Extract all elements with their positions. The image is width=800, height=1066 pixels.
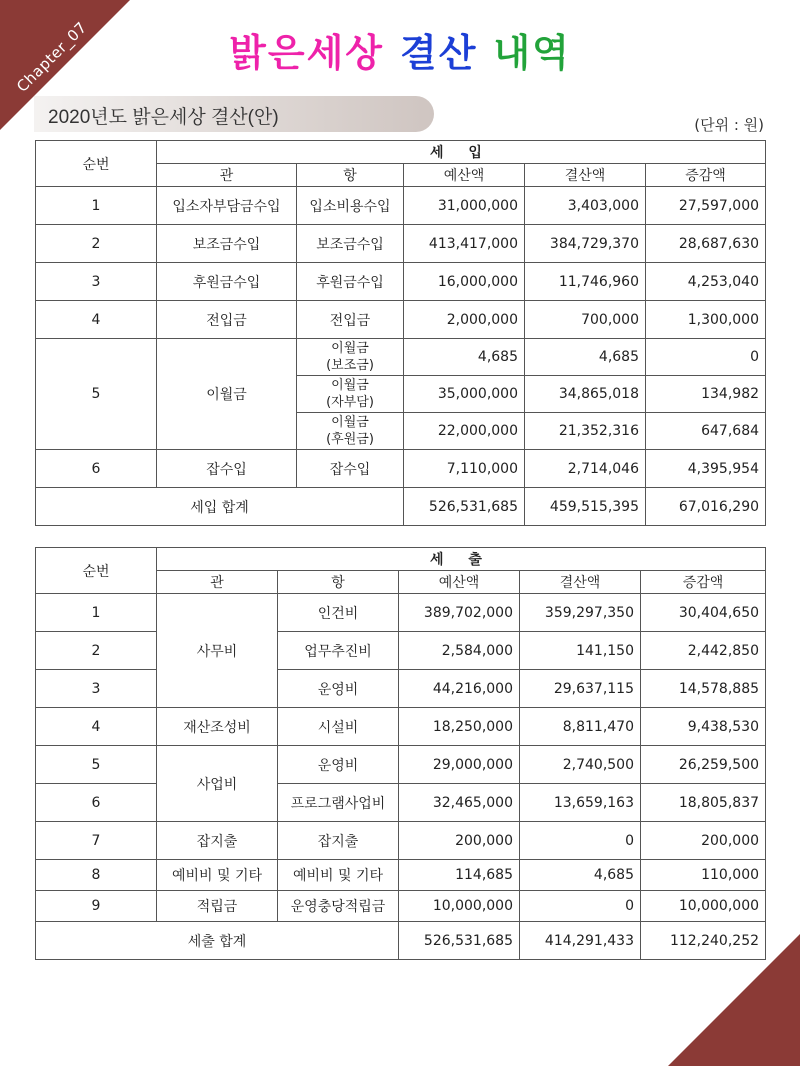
cell-hang-line2: (후원금) — [326, 432, 374, 447]
cell-settled: 8,811,470 — [520, 708, 641, 746]
cell-gwan: 이월금 — [157, 339, 297, 450]
cell-settled: 2,740,500 — [520, 746, 641, 784]
cell-hang: 잡수입 — [297, 450, 404, 488]
cell-hang: 후원금수입 — [297, 263, 404, 301]
cell-no: 4 — [36, 708, 157, 746]
header-budget: 예산액 — [404, 164, 525, 187]
table-row — [36, 187, 766, 225]
cell-budget: 32,465,000 — [399, 784, 520, 822]
cell-gwan: 입소자부담금수입 — [157, 187, 297, 225]
cell-budget: 200,000 — [399, 822, 520, 860]
cell-budget: 2,000,000 — [404, 301, 525, 339]
cell-diff: 9,438,530 — [641, 708, 766, 746]
cell-diff: 27,597,000 — [646, 187, 766, 225]
cell-budget: 7,110,000 — [404, 450, 525, 488]
cell-hang-line1: 이월금 — [331, 341, 369, 356]
cell-budget: 44,216,000 — [399, 670, 520, 708]
cell-hang-line2: (보조금) — [326, 358, 374, 373]
cell-hang-line1: 이월금 — [331, 415, 369, 430]
cell-hang: 입소비용수입 — [297, 187, 404, 225]
cell-gwan: 전입금 — [157, 301, 297, 339]
cell-settled: 2,714,046 — [525, 450, 646, 488]
cell-hang: 업무추진비 — [278, 632, 399, 670]
cell-no: 5 — [36, 746, 157, 784]
cell-diff: 110,000 — [641, 860, 766, 891]
cell-settled: 34,865,018 — [525, 376, 646, 413]
cell-hang: 예비비 및 기타 — [278, 860, 399, 891]
cell-settled: 0 — [520, 891, 641, 922]
cell-settled: 141,150 — [520, 632, 641, 670]
cell-no: 2 — [36, 632, 157, 670]
expense-table — [35, 547, 766, 960]
cell-no: 8 — [36, 860, 157, 891]
cell-no: 1 — [36, 594, 157, 632]
cell-gwan: 예비비 및 기타 — [157, 860, 278, 891]
cell-settled: 11,746,960 — [525, 263, 646, 301]
cell-budget: 389,702,000 — [399, 594, 520, 632]
cell-hang-line2: (자부담) — [326, 395, 374, 410]
cell-settled: 384,729,370 — [525, 225, 646, 263]
cell-diff: 134,982 — [646, 376, 766, 413]
cell-gwan: 사무비 — [157, 594, 278, 708]
cell-settled: 29,637,115 — [520, 670, 641, 708]
cell-no: 3 — [36, 670, 157, 708]
cell-no: 6 — [36, 450, 157, 488]
table-row — [36, 263, 766, 301]
title-part-3: 내역 — [493, 31, 571, 75]
cell-gwan: 사업비 — [157, 746, 278, 822]
header-diff: 증감액 — [641, 571, 766, 594]
title-part-2: 결산 — [400, 31, 478, 75]
cell-diff: 26,259,500 — [641, 746, 766, 784]
cell-settled: 0 — [520, 822, 641, 860]
cell-hang: 시설비 — [278, 708, 399, 746]
table-row — [36, 594, 766, 632]
header-hang: 항 — [297, 164, 404, 187]
income-table — [35, 140, 766, 526]
cell-diff: 30,404,650 — [641, 594, 766, 632]
cell-budget: 22,000,000 — [404, 413, 525, 450]
cell-hang-line1: 이월금 — [331, 378, 369, 393]
cell-hang: 전입금 — [297, 301, 404, 339]
cell-no: 3 — [36, 263, 157, 301]
cell-settled: 13,659,163 — [520, 784, 641, 822]
cell-diff: 647,684 — [646, 413, 766, 450]
header-no: 순번 — [36, 141, 157, 187]
cell-budget: 4,685 — [404, 339, 525, 376]
header-gwan: 관 — [157, 571, 278, 594]
page-title — [0, 22, 800, 77]
cell-budget: 413,417,000 — [404, 225, 525, 263]
cell-hang: 잡지출 — [278, 822, 399, 860]
cell-hang: 운영비 — [278, 670, 399, 708]
cell-no: 7 — [36, 822, 157, 860]
total-label: 세출 합계 — [36, 922, 399, 960]
total-settled: 414,291,433 — [520, 922, 641, 960]
title-part-1: 밝은세상 — [229, 31, 384, 75]
cell-no: 5 — [36, 339, 157, 450]
table-row — [36, 225, 766, 263]
table-row — [36, 450, 766, 488]
cell-gwan: 보조금수입 — [157, 225, 297, 263]
table-row — [36, 301, 766, 339]
header-no: 순번 — [36, 548, 157, 594]
cell-diff: 2,442,850 — [641, 632, 766, 670]
header-budget: 예산액 — [399, 571, 520, 594]
cell-diff: 18,805,837 — [641, 784, 766, 822]
cell-budget: 16,000,000 — [404, 263, 525, 301]
cell-settled: 4,685 — [520, 860, 641, 891]
cell-settled: 3,403,000 — [525, 187, 646, 225]
cell-budget: 31,000,000 — [404, 187, 525, 225]
cell-budget: 10,000,000 — [399, 891, 520, 922]
cell-hang: 프로그램사업비 — [278, 784, 399, 822]
table-row — [36, 822, 766, 860]
cell-diff: 1,300,000 — [646, 301, 766, 339]
cell-gwan: 적립금 — [157, 891, 278, 922]
header-settled: 결산액 — [525, 164, 646, 187]
total-settled: 459,515,395 — [525, 488, 646, 526]
table-row — [36, 860, 766, 891]
cell-no: 6 — [36, 784, 157, 822]
cell-hang — [297, 339, 404, 376]
header-diff: 증감액 — [646, 164, 766, 187]
table-row — [36, 708, 766, 746]
unit-label: (단위 : 원) — [694, 116, 764, 134]
subtitle: 2020년도 밝은세상 결산(안) — [48, 107, 279, 128]
table-row — [36, 784, 766, 822]
cell-gwan: 재산조성비 — [157, 708, 278, 746]
cell-diff: 10,000,000 — [641, 891, 766, 922]
cell-no: 1 — [36, 187, 157, 225]
cell-settled: 359,297,350 — [520, 594, 641, 632]
cell-diff: 4,253,040 — [646, 263, 766, 301]
total-budget: 526,531,685 — [399, 922, 520, 960]
cell-no: 4 — [36, 301, 157, 339]
cell-diff: 4,395,954 — [646, 450, 766, 488]
cell-gwan: 후원금수입 — [157, 263, 297, 301]
total-label: 세입 합계 — [36, 488, 404, 526]
cell-hang: 인건비 — [278, 594, 399, 632]
cell-budget: 35,000,000 — [404, 376, 525, 413]
cell-hang: 운영충당적립금 — [278, 891, 399, 922]
header-gwan: 관 — [157, 164, 297, 187]
cell-hang: 운영비 — [278, 746, 399, 784]
income-section-title: 세 입 — [157, 141, 766, 164]
table-row — [36, 746, 766, 784]
cell-gwan: 잡지출 — [157, 822, 278, 860]
cell-budget: 18,250,000 — [399, 708, 520, 746]
table-row — [36, 339, 766, 376]
expense-section-title: 세 출 — [157, 548, 766, 571]
header-settled: 결산액 — [520, 571, 641, 594]
total-row — [36, 922, 766, 960]
cell-hang — [297, 376, 404, 413]
cell-gwan: 잡수입 — [157, 450, 297, 488]
table-row — [36, 891, 766, 922]
table-row — [36, 670, 766, 708]
cell-hang: 보조금수입 — [297, 225, 404, 263]
cell-diff: 0 — [646, 339, 766, 376]
cell-budget: 29,000,000 — [399, 746, 520, 784]
cell-diff: 200,000 — [641, 822, 766, 860]
chapter-label: Chapter_07 — [13, 18, 91, 96]
total-row — [36, 488, 766, 526]
cell-diff: 14,578,885 — [641, 670, 766, 708]
cell-settled: 21,352,316 — [525, 413, 646, 450]
header-hang: 항 — [278, 571, 399, 594]
total-diff: 112,240,252 — [641, 922, 766, 960]
cell-settled: 700,000 — [525, 301, 646, 339]
cell-diff: 28,687,630 — [646, 225, 766, 263]
cell-no: 9 — [36, 891, 157, 922]
cell-budget: 2,584,000 — [399, 632, 520, 670]
cell-settled: 4,685 — [525, 339, 646, 376]
total-budget: 526,531,685 — [404, 488, 525, 526]
cell-hang — [297, 413, 404, 450]
total-diff: 67,016,290 — [646, 488, 766, 526]
cell-budget: 114,685 — [399, 860, 520, 891]
cell-no: 2 — [36, 225, 157, 263]
table-row — [36, 632, 766, 670]
